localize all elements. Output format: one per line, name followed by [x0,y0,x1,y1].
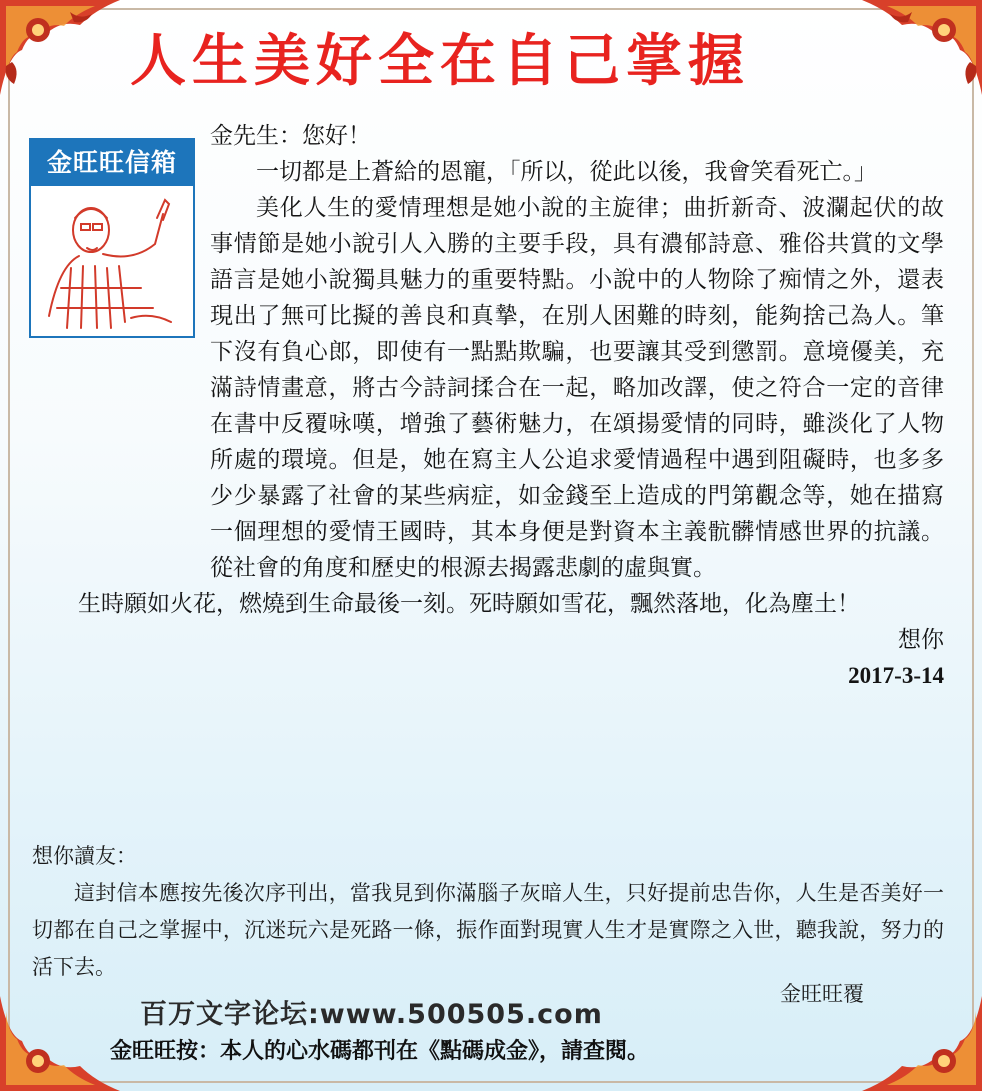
watermark-text: 百万文字论坛:www.500505.com [140,999,603,1030]
letter-paragraph: 一切都是上蒼給的恩寵，「所以，從此以後，我會笑看死亡。」 [256,159,877,185]
mailbox-label: 金旺旺信箱 [31,140,193,186]
reply-text: 這封信本應按先後次序刊出，當我見到你滿腦子灰暗人生，只好提前忠告你，人生是否美好一切都在自己之掌握中，沉迷玩六是死路一條，振作面對現實人生才是實際之入世，聽我說，努力的活下去。 [32,881,944,979]
corner-ornament-icon [0,996,120,1091]
letter-paragraph: 生時願如火花，燃燒到生命最後一刻。死時願如雪花，飄然落地，化為塵土！ [78,591,860,617]
footer-note: 金旺旺按：本人的心水碼都刊在《點碼成金》，請查閱。 [110,1039,650,1064]
letter-signature: 想你 [898,627,944,653]
corner-ornament-icon [0,0,120,95]
reply-greeting: 想你讀友： [32,844,137,868]
reply-signature: 金旺旺覆 [780,982,864,1006]
reply-body [32,838,944,986]
letter-paragraph: 美化人生的愛情理想是她小說的主旋律；曲折新奇、波瀾起伏的故事情節是她小說引人入勝的主要手段，具有濃郁詩意、雅俗共賞的文學語言是她小說獨具魅力的重要特點。小說中的人物除了痴情之外，還表現出了無可比擬的善良和真摯，在別人困難的時刻，能夠捨己為人。筆下沒有負心郎，即使有一點點欺騙，也要讓其受到懲罰。意境優美，充滿詩情畫意，將古今詩詞揉合在一起，略加改譯，使之符合一定的音律在書中反覆咏嘆，增強了藝術魅力，在頌揚愛情的同時，雖淡化了人物所處的環境。但是，她在寫主人公追求愛情過程中遇到阻礙時，也多多少少暴露了社會的某些病症，如金錢至上造成的門第觀念等，她在描寫一個理想的愛情王國時，其本身便是對資本主義骯髒情感世界的抗議。從社會的角度和歷史的根源去揭露悲劇的虛與實。 [210,195,944,581]
corner-ornament-icon [862,0,982,95]
letter-date: 2017-3-14 [848,663,944,688]
letter-greeting: 金先生：您好！ [210,123,371,149]
page-title: 人生美好全在自己掌握 [130,29,750,94]
corner-ornament-icon [862,996,982,1091]
letter-body [32,112,944,694]
